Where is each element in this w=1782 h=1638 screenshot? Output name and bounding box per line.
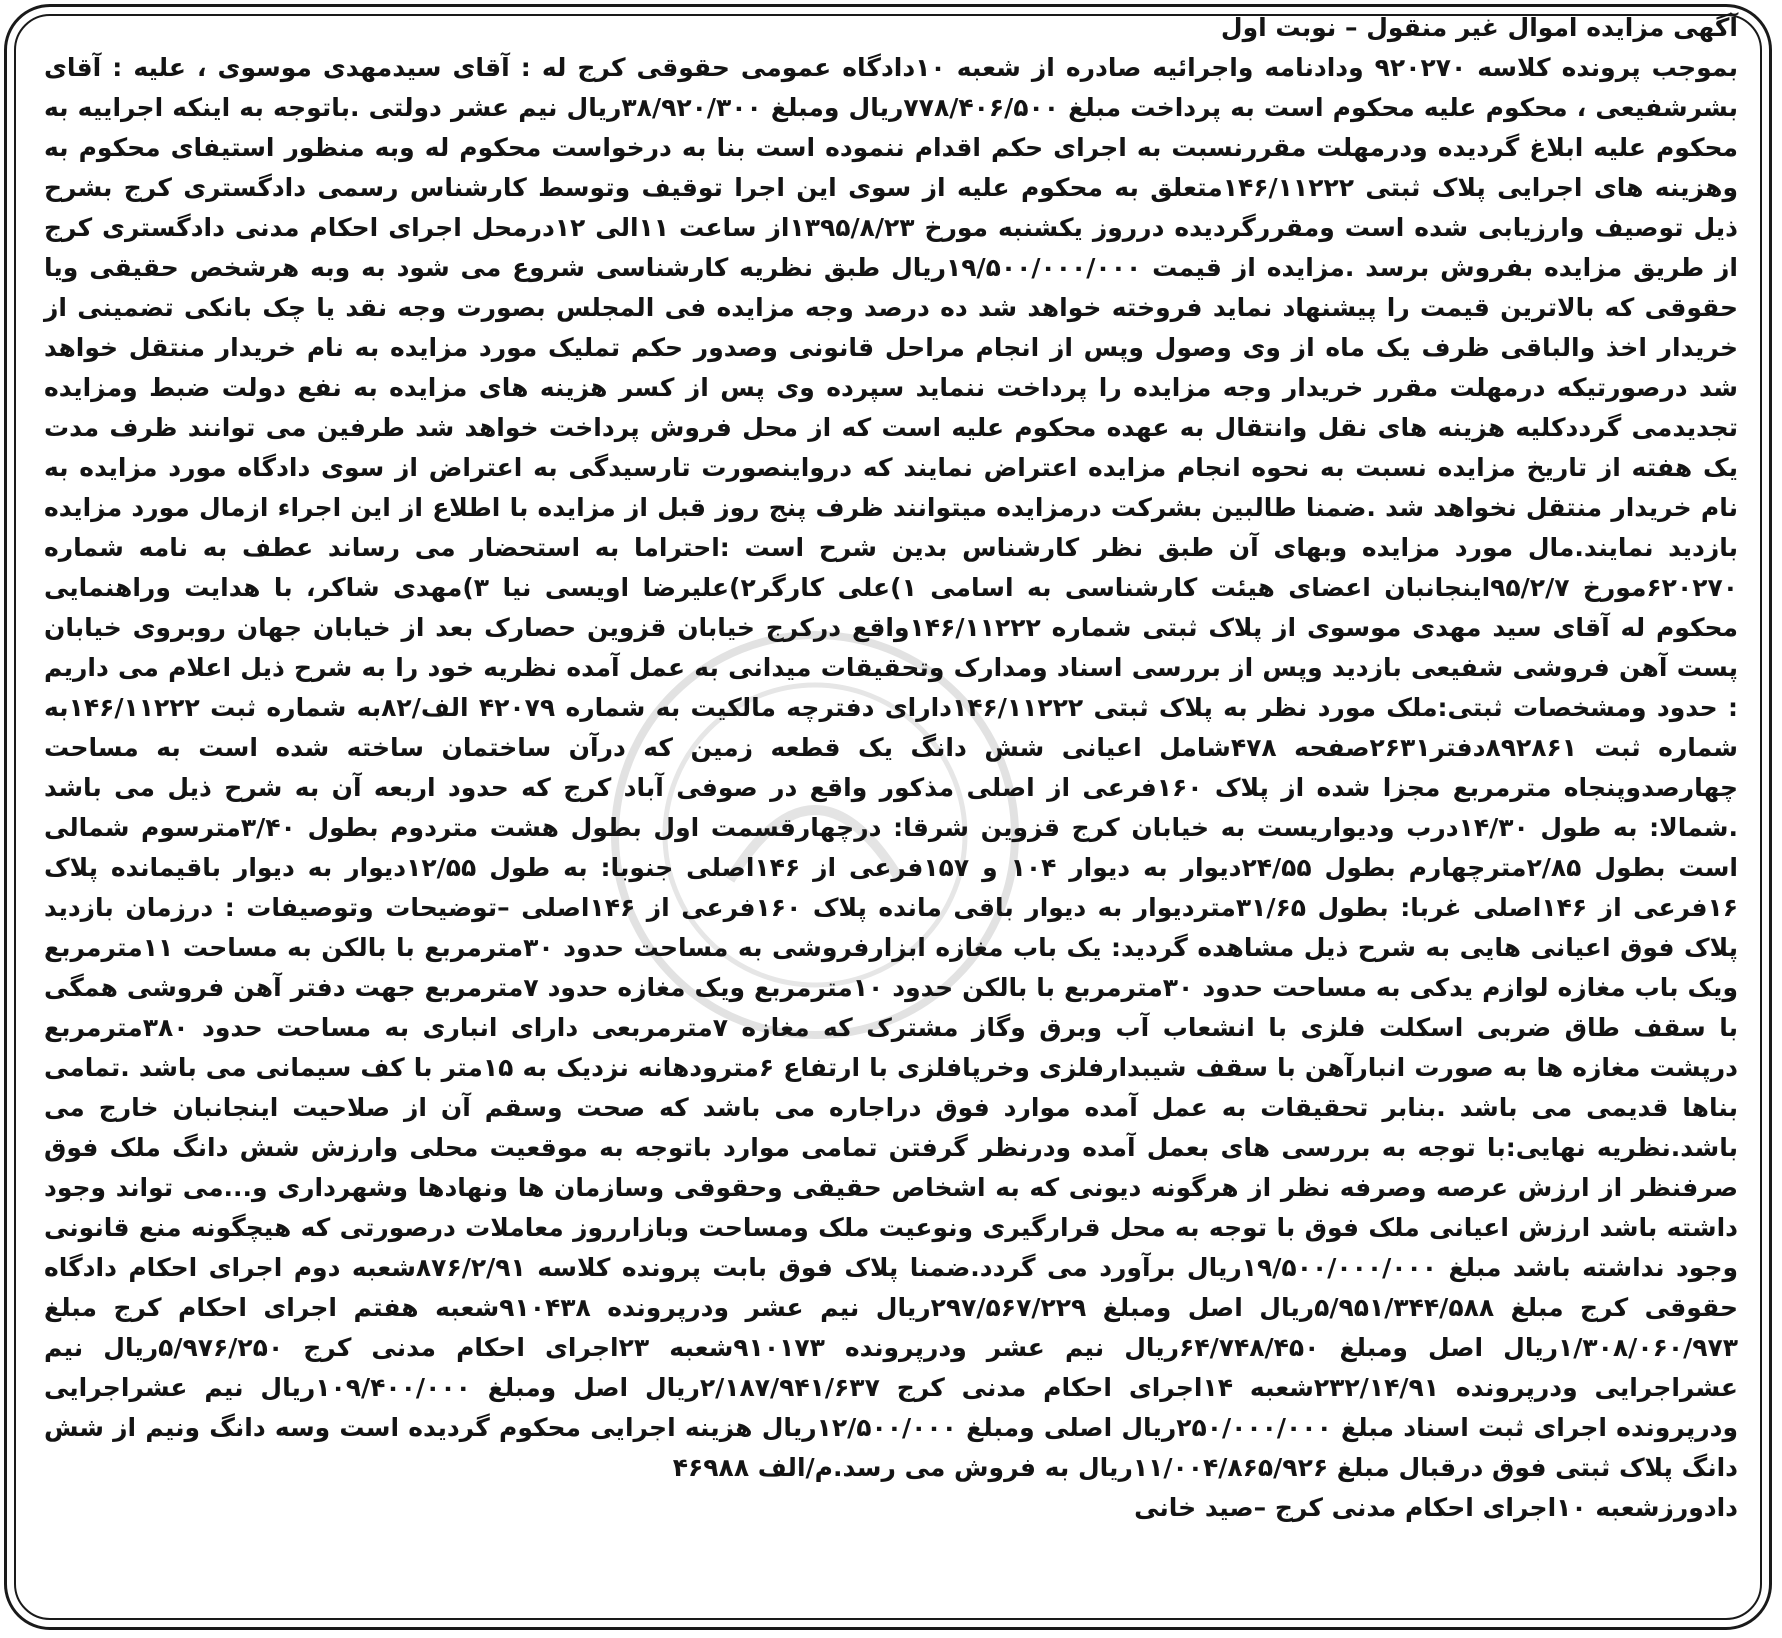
notice-body: بموجب پرونده کلاسه ۹۲۰۲۷۰ ودادنامه واجرائیه صادره از شعبه ۱۰دادگاه عمومی حقوقی کرج له : آقای سیدمهدی موسوی ، علیه : آقای بشرشفیعی ، محکوم علیه محکوم است به پرداخت مبلغ ۷۷۸/۴۰۶/۵۰۰ریال ومبلغ ۳۸/۹۲۰/۳۰۰ریال نیم عشر دولتی .باتوجه به اینکه اجراییه به محکوم علیه ابلاغ گردیده ودرمهلت مقررنسبت به اجرای حکم اقدام ننموده است بنا به درخواست محکوم له وبه منظور استیفای محکوم به وهزینه های اجرایی پلاک ثبتی ۱۴۶/۱۱۲۲۲متعلق به محکوم علیه از سوی این اجرا توقیف وتوسط کارشناس رسمی دادگستری کرج بشرح ذیل توصیف وارزیابی شده است ومقررگردیده درروز یکشنبه مورخ ۱۳۹۵/۸/۲۳از ساعت ۱۱الی ۱۲درمحل اجرای احکام مدنی دادگستری کرج از طریق مزایده بفروش برسد .مزایده از قیمت ۱۹/۵۰۰/۰۰۰/۰۰۰ریال طبق نظریه کارشناسی شروع می شود به وبه هرشخص حقیقی ویا حقوقی که بالاترین قیمت را پیشنهاد نماید فروخته خواهد شد ده درصد وجه مزایده فی المجلس بصورت وجه نقد یا چک بانکی تضمینی از خریدار اخذ والباقی ظرف یک ماه از وی وصول وپس از انجام مراحل قانونی وصدور حکم تملیک مورد مزایده به نام خریدار منتقل خواهد شد درصورتیکه درمهلت مقرر خریدار وجه مزایده را پرداخت ننماید سپرده وی پس از کسر هزینه های مزایده به نفع دولت ضبط ومزایده تجدیدمی گرددکلیه هزینه های نقل وانتقال به عهده محکوم علیه است که از محل فروش پرداخت خواهد شد طرفین می توانند ظرف مدت یک هفته از تاریخ مزایده نسبت به نحوه انجام مزایده اعتراض نمایند که درواینصورت تارسیدگی به اعتراض از سوی دادگاه مورد مزایده به نام خریدار منتقل نخواهد شد .ضمنا طالبین بشرکت درمزایده میتوانند ظرف پنج روز قبل از مزایده با اطلاع از این اجراء ازمال مورد مزایده بازدید نمایند.مال مورد مزایده وبهای آن طبق نظر کارشناس بدین شرح است :احتراما به استحضار می رساند عطف به نامه شماره ۶۲۰۲۷۰مورخ ۹۵/۲/۷اینجانبان اعضای هیئت کارشناسی به اسامی ۱)علی کارگر۲)علیرضا اویسی نیا ۳)مهدی شاکر، با هدایت وراهنمایی محکوم له آقای سید مهدی موسوی از پلاک ثبتی شماره ۱۴۶/۱۱۲۲۲واقع درکرج خیابان قزوین حصارک بعد از خیابان جهان روبروی خیابان پست آهن فروشی شفیعی بازدید وپس از بررسی اسناد ومدارک وتحقیقات میدانی به عمل آمده نظریه خود را به شرح ذیل اعلام می داریم : حدود ومشخصات ثبتی:ملک مورد نظر به پلاک ثبتی ۱۴۶/۱۱۲۲۲دارای دفترچه مالکیت به شماره ۴۲۰۷۹ الف/۸۲به شماره ثبت ۱۴۶/۱۱۲۲۲به شماره ثبت ۸۹۲۸۶۱دفتر۲۶۳۱صفحه ۴۷۸شامل اعیانی شش دانگ یک قطعه زمین که درآن ساختمان ساخته شده است به مساحت چهارصدوپنجاه مترمربع مجزا شده از پلاک ۱۶۰فرعی از اصلی مذکور واقع در صوفی آباد کرج که حدود اربعه آن به شرح ذیل می باشد .شمالا: به طول ۱۴/۳۰درب ودیواریست به خیابان کرج قزوین شرقا: درچهارقسمت اول بطول هشت متردوم بطول ۳/۴۰مترسوم شمالی است بطول ۲/۸۵مترچهارم بطول ۲۴/۵۵دیوار به دیوار ۱۰۴ و ۱۵۷فرعی از ۱۴۶اصلی جنوبا: به طول ۱۲/۵۵دیوار به دیوار باقیمانده پلاک ۱۶فرعی از ۱۴۶اصلی غربا: بطول ۳۱/۶۵متردیوار به دیوار باقی مانده پلاک ۱۶۰فرعی از ۱۴۶اصلی –توضیحات وتوصیفات : درزمان بازدید پلاک فوق اعیانی هایی به شرح ذیل مشاهده گردید: یک باب مغازه ابزارفروشی به مساحت حدود ۳۰مترمربع با بالکن به مساحت ۱۱مترمربع ویک باب مغازه لوازم یدکی به مساحت حدود ۳۰مترمربع با بالکن حدود ۱۰مترمربع ویک مغازه حدود ۷مترمربع جهت دفتر آهن فروشی همگی با سقف طاق ضربی اسکلت فلزی با انشعاب آب وبرق وگاز مشترک که مغازه ۷مترمربعی دارای انباری به مساحت حدود ۳۸۰مترمربع درپشت مغازه ها به صورت انبارآهن با سقف شیبدارفلزی وخرپافلزی با ارتفاع ۶مترودهانه نزدیک به ۱۵متر با کف سیمانی می باشد .تمامی بناها قدیمی می باشد .بنابر تحقیقات به عمل آمده موارد فوق دراجاره می باشد که صحت وسقم آن از صلاحیت اینجانبان خارج می باشد.نظریه نهایی:با توجه به بررسی های بعمل آمده ودرنظر گرفتن تمامی موارد باتوجه به موقعیت محلی وارزش شش دانگ ملک فوق صرفنظر از ارزش عرصه وصرفه نظر از هرگونه دیونی که به اشخاص حقیقی وحقوقی وسازمان ها ونهادها وشهرداری و...می تواند وجود داشته باشد ارزش اعیانی ملک فوق با توجه به محل قرارگیری ونوعیت ملک ومساحت وبازارروز معاملات درصورتی که هیچگونه منع قانونی وجود نداشته باشد مبلغ ۱۹/۵۰۰/۰۰۰/۰۰۰ریال برآورد می گردد.ضمنا پلاک فوق بابت پرونده کلاسه ۸۷۶/۲/۹۱شعبه دوم اجرای احکام دادگاه حقوقی کرج مبلغ ۵/۹۵۱/۳۴۴/۵۸۸ریال اصل ومبلغ ۲۹۷/۵۶۷/۲۲۹ریال نیم عشر ودرپرونده ۹۱۰۴۳۸شعبه هفتم اجرای احکام کرج مبلغ ۱/۳۰۸/۰۶۰/۹۷۳ریال اصل ومبلغ ۶۴/۷۴۸/۴۵۰ریال نیم عشر ودرپرونده ۹۱۰۱۷۳شعبه ۲۳اجرای احکام مدنی کرج ۵/۹۷۶/۲۵۰ریال نیم عشراجرایی ودرپرونده ۲۳۲/۱۴/۹۱شعبه ۱۴اجرای احکام مدنی کرج ۲/۱۸۷/۹۴۱/۶۳۷ریال اصل ومبلغ ۱۰۹/۴۰۰/۰۰۰ریال نیم عشراجرایی ودرپرونده اجرای ثبت اسناد مبلغ ۲۵۰/۰۰۰/۰۰۰ریال اصلی ومبلغ ۱۲/۵۰۰/۰۰۰ریال هزینه اجرایی محکوم گردیده است وسه دانگ ونیم از شش دانگ پلاک ثبتی فوق درقبال مبلغ ۱۱/۰۰۴/۸۶۵/۹۲۶ریال به فروش می رسد.م/الف ۴۶۹۸۸: [44, 53, 1739, 1482]
notice-title: آگهی مزایده اموال غیر منقول – نوبت اول: [1220, 13, 1738, 42]
auction-notice: [44, 8, 1738, 1528]
notice-signature: دادورزشعبه ۱۰اجرای احکام مدنی کرج –صید خانی: [1134, 1493, 1738, 1522]
